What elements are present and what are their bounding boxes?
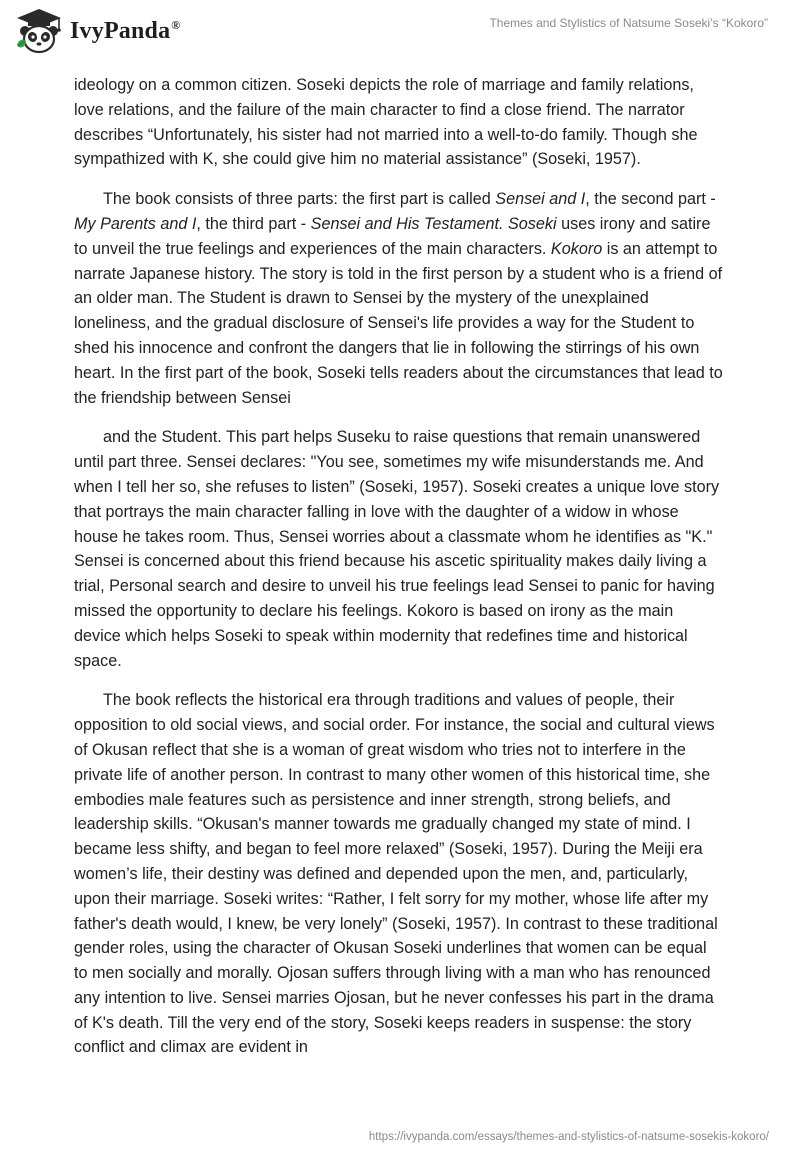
body-paragraph xyxy=(74,187,724,410)
ivypanda-logo[interactable] xyxy=(14,6,180,56)
paragraph-text: The book reflects the historical era through traditions and values of people, their opposition to old social views, and social order. For instance, the social and cultural views of Okusan reflect that she is a woman of great wisdom who tries not to interfere in the private life of another person. In contrast to many other women of this historical time, she embodies male features such as persistence and inner strength, strong beliefs, and leadership skills. “Okusan's manner towards me gradually changed my state of mind. I became less shifty, and began to feel more relaxed” (Soseki, 1957). During the Meiji era women’s life, their destiny was defined and depended upon the men, and, particularly, upon their marriage. Soseki writes: “Rather, I felt sorry for my mother, whose life after my father's death would, I knew, be very lonely” (Soseki, 1957). In contrast to these traditional gender roles, using the character of Okusan Soseki underlines that women can be equal to men socially and morally. Ojosan suffers through living with a man who has renounced any intention to live. Sensei marries Ojosan, but he never confesses his part in the drama of K's death. Till the very end of the story, Soseki keeps readers in suspense: the story conflict and climax are evident in xyxy=(74,691,718,1057)
registered-mark: ® xyxy=(171,17,181,32)
body-paragraph xyxy=(74,425,724,673)
body-paragraph xyxy=(74,688,724,1060)
source-url[interactable]: https://ivypanda.com/essays/themes-and-stylistics-of-natsume-sosekis-kokoro/ xyxy=(368,1131,769,1143)
logo-text: IvyPanda xyxy=(70,17,171,44)
paragraph-text: The book consists of three parts: the first part is called xyxy=(103,190,496,209)
italic-title-text: Kokoro xyxy=(550,239,603,258)
paragraph-text: , the third part - xyxy=(196,214,311,233)
panda-graduate-icon xyxy=(14,7,64,55)
paragraph-text: uses irony and satire to unveil the true feelings and experiences of the main characters. xyxy=(74,214,711,258)
essay-body xyxy=(74,73,724,1075)
document-title: Themes and Stylistics of Natsume Soseki’s “Kokoro” xyxy=(489,16,768,30)
body-paragraph xyxy=(74,73,724,172)
page-header xyxy=(0,0,800,60)
paragraph-text: and the Student. This part helps Suseku to raise questions that remain unanswered until part three. Sensei declares: "You see, sometimes my wife misunderstands me. And when I tell her so, she refuses to listen” (Soseki, 1957). Soseki creates a unique love story that portrays the main character falling in love with the daughter of a widow in whose house he takes room. Thus, Sensei worries about a classmate whom he identifies as "K." Sensei is concerned about this friend because his ascetic spirituality makes daily living a trial, Personal search and desire to unveil his true feelings lead Sensei to panic for having missed the opportunity to declare his feelings. Kokoro is based on irony as the main device which helps Soseki to speak within modernity that redefines time and historical space. xyxy=(74,428,720,670)
italic-title-text: Sensei and His Testament. Soseki xyxy=(310,214,557,233)
italic-title-text: Sensei and I xyxy=(495,190,586,209)
italic-title-text: My Parents and I xyxy=(74,214,197,233)
paragraph-text: , the second part - xyxy=(585,190,716,209)
logo-wordmark xyxy=(70,18,180,45)
paragraph-text: ideology on a common citizen. Soseki depicts the role of marriage and family relations, love relations, and the failure of the main character to find a close friend. The narrator describes “Unfortunately, his sister had not married into a well-to-do family. Though she sympathized with K, she could give him no material assistance” (Soseki, 1957). xyxy=(74,76,698,169)
paragraph-text: is an attempt to narrate Japanese history. The story is told in the first person by a student who is a friend of an older man. The Student is drawn to Sensei by the mystery of the unexplained loneliness, and the gradual disclosure of Sensei's life provides a way for the Student to shed his innocence and confront the dangers that lie in following the stirrings of his own heart. In the first part of the book, Soseki tells readers about the circumstances that lead to the friendship between Sensei xyxy=(74,239,723,407)
